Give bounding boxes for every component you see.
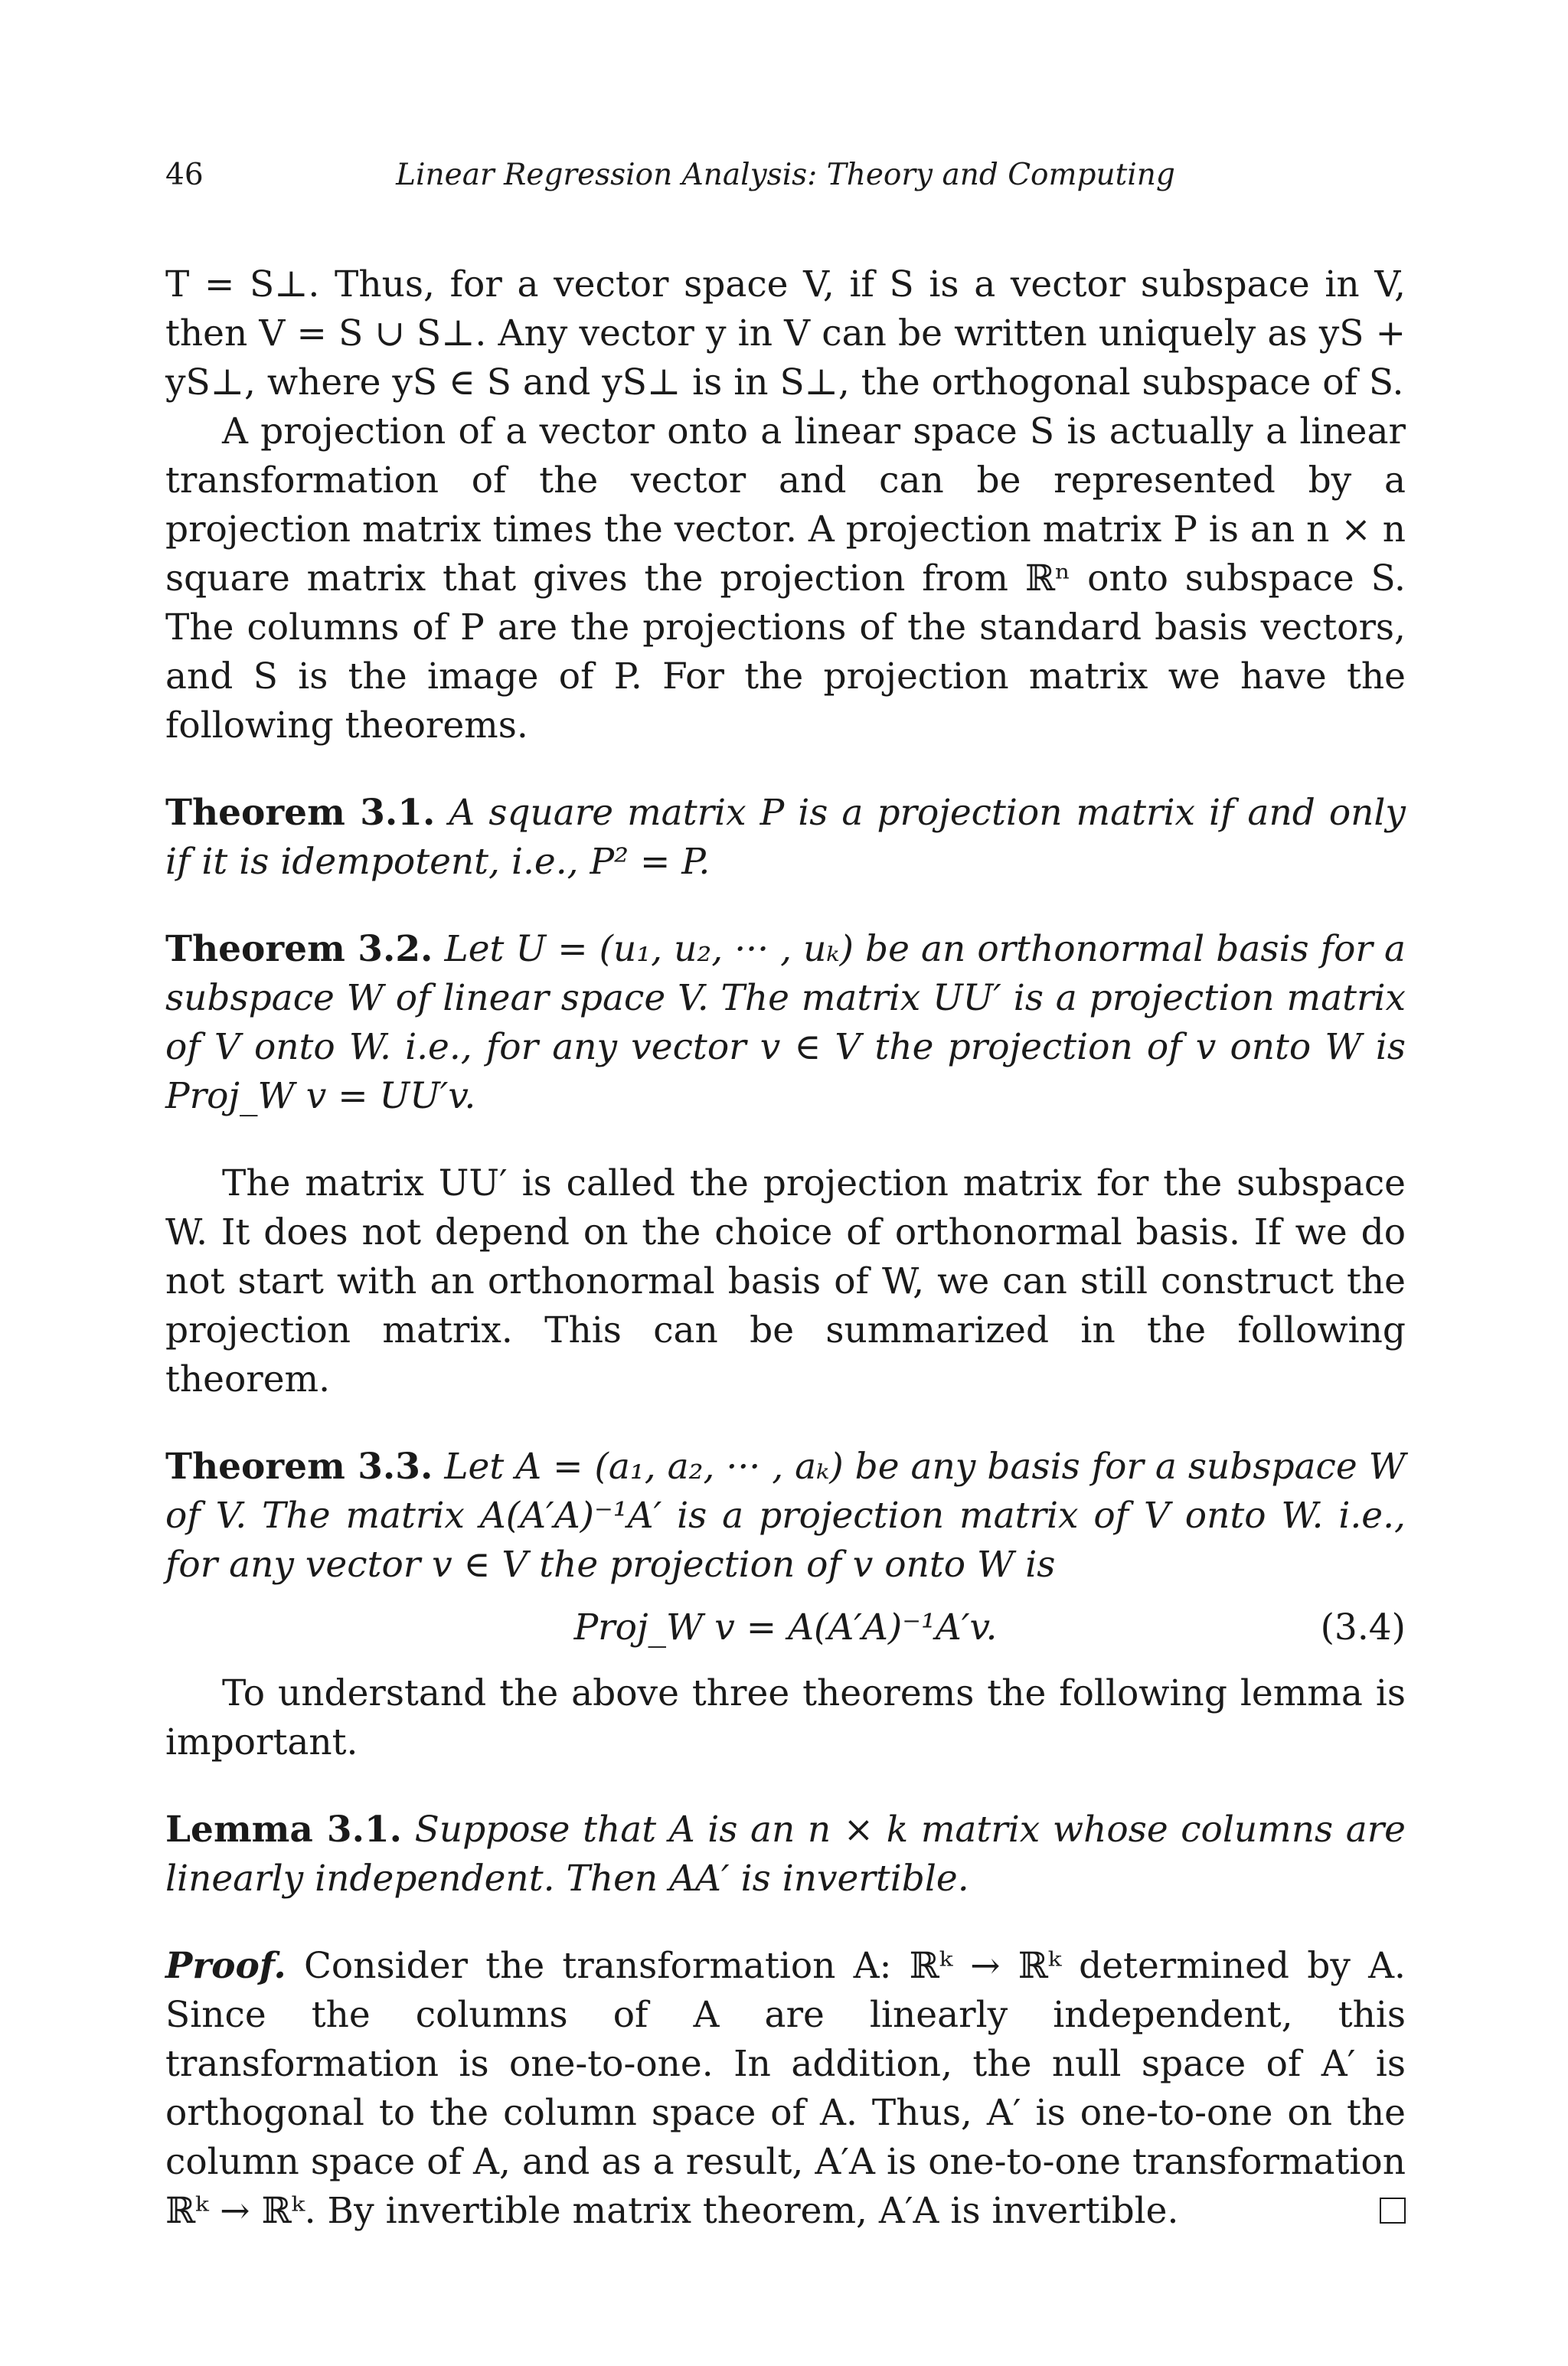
qed-square-icon (1380, 2198, 1406, 2224)
equation-number: (3.4) (1320, 1606, 1406, 1649)
paragraph-orthogonal-complement: T = S⊥. Thus, for a vector space V, if S is a vector subspace in V, then V = S ∪ S⊥. Any vector y in V can be written uniquely as yS + yS⊥, where yS ∈ S and yS⊥ is in S⊥, the orthogonal subspace of S. (165, 263, 1406, 404)
lemma-label: Lemma 3.1. (165, 1809, 403, 1851)
equation-text: Proj_W v = A(A′A)⁻¹A′v. (573, 1606, 998, 1649)
theorem-statement: Let A = (a₁, a₂, ··· , aₖ) be any basis for a subspace W of V. The matrix A(A′A)⁻¹A′ is a projection matrix of V onto W. i.e., for any vector v ∈ V the projection of v onto W is (165, 1446, 1406, 1586)
proof-label: Proof. (165, 1945, 286, 1987)
page-header (165, 158, 1406, 204)
theorem-3-3 (165, 1443, 1406, 1590)
paragraph-projection-intro: A projection of a vector onto a linear space S is actually a linear transformation of the vector and can be represented by a projection matrix times the vector. A projection matrix P is an n × n square matrix that gives the projection from ℝⁿ onto subspace S. The columns of P are the projections of the standard basis vectors, and S is the image of P. For the projection matrix we have the following theorems. (165, 410, 1406, 747)
equation-3-4 (165, 1603, 1406, 1652)
lemma-statement: Suppose that A is an n × k matrix whose columns are linearly independent. Then AA′ is invertible. (165, 1809, 1406, 1900)
page-number: 46 (165, 158, 204, 192)
theorem-label: Theorem 3.1. (165, 792, 436, 834)
paragraph-projection-matrix: The matrix UU′ is called the projection matrix for the subspace W. It does not depend on the choice of orthonormal basis. If we do not start with an orthonormal basis of W, we can still construct the projection matrix. This can be summarized in the following theorem. (165, 1162, 1406, 1400)
paragraph-lemma-intro: To understand the above three theorems the following lemma is important. (165, 1672, 1406, 1763)
proof-text: Consider the transformation A: ℝᵏ → ℝᵏ determined by A. Since the columns of A are linearly independent, this transformation is one-to-one. In addition, the null space of A′ is orthogonal to the column space of A. Thus, A′ is one-to-one on the column space of A, and as a result, A′A is one-to-one transformation ℝᵏ → ℝᵏ. By invertible matrix theorem, A′A is invertible. (165, 1945, 1406, 2232)
theorem-3-1 (165, 789, 1406, 887)
lemma-3-1 (165, 1806, 1406, 1904)
theorem-3-2 (165, 925, 1406, 1121)
theorem-statement: Let U = (u₁, u₂, ··· , uₖ) be an orthonormal basis for a subspace W of linear space V. The matrix UU′ is a projection matrix of V onto W. i.e., for any vector v ∈ V the projection of v onto W is Proj_W v = UU′v. (165, 928, 1406, 1117)
theorem-label: Theorem 3.2. (165, 928, 433, 970)
running-title: Linear Regression Analysis: Theory and Computing (396, 158, 1175, 192)
theorem-label: Theorem 3.3. (165, 1446, 433, 1488)
proof (165, 1942, 1406, 2236)
page-body (165, 260, 1406, 2236)
theorem-statement: A square matrix P is a projection matrix if and only if it is idempotent, i.e., P² = P. (165, 792, 1406, 883)
